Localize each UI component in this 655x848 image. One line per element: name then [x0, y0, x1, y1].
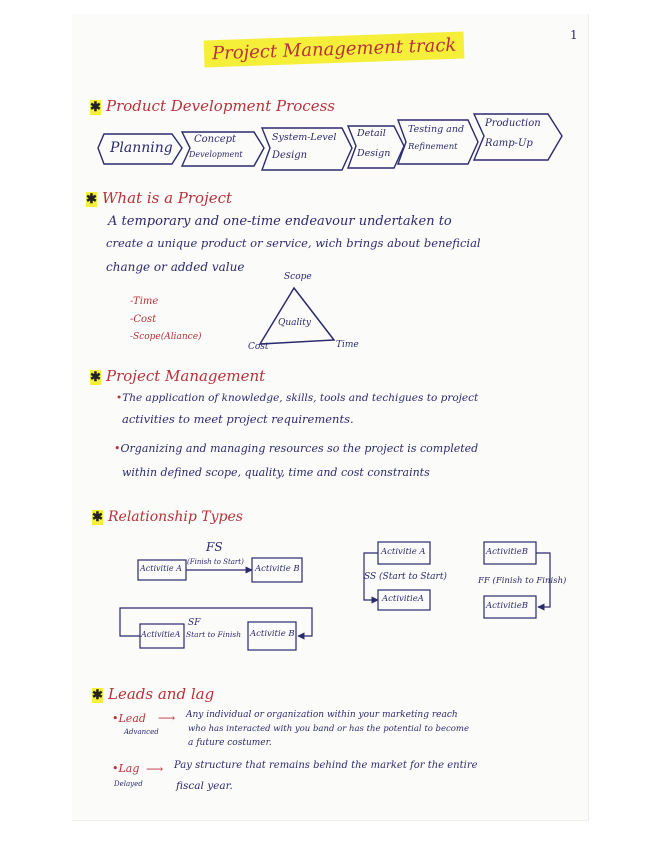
triangle-label-quality: Quality	[278, 318, 311, 328]
pdp-stage-detail-sub: Design	[357, 148, 391, 159]
ff-relation-label: FF (Finish to Finish)	[478, 576, 567, 586]
section-heading: Leads and lag	[108, 685, 215, 703]
bullet-dot: •	[114, 442, 121, 455]
ss-bottom-label: ActivitieA	[382, 594, 424, 604]
fs-to-label: Activitie B	[255, 564, 300, 574]
pm-bullet-cont: activities to meet project requirements.	[122, 412, 354, 426]
constraint-item: -Scope(Aliance)	[130, 332, 202, 342]
lag-term: •Lag	[112, 762, 140, 775]
sf-title: SF	[188, 618, 201, 628]
pdp-stage-system: System-Level	[272, 132, 337, 143]
fs-title: FS	[206, 540, 223, 554]
bullet-dot: •	[112, 762, 119, 775]
section-heading: Project Management	[106, 367, 266, 385]
page-title: Project Management track	[204, 31, 465, 67]
page-number: 1	[570, 28, 578, 42]
triangle-label-cost: Cost	[248, 342, 269, 352]
pdp-stage-production-sub: Ramp-Up	[485, 138, 533, 149]
lag-sub: Delayed	[114, 780, 143, 788]
pdp-stage-concept: Concept	[194, 134, 237, 145]
constraint-item: -Time	[130, 296, 159, 307]
star-icon: ✱	[92, 688, 103, 703]
fs-from-label: Activitie A	[140, 564, 182, 573]
pdp-stage-testing-sub: Refinement	[408, 142, 458, 152]
pm-bullet: •The application of knowledge, skills, tools and techigues to project	[116, 392, 479, 404]
notebook-page	[72, 14, 589, 821]
pdp-stage-testing: Testing and	[408, 124, 465, 135]
pm-bullet: •Organizing and managing resources so the project is completed	[114, 442, 479, 455]
lead-definition-line: Any individual or organization within your marketing reach	[186, 710, 458, 720]
lead-sub: Advanced	[124, 728, 159, 736]
section-heading: What is a Project	[102, 189, 233, 207]
ss-top-label: Activitie A	[381, 547, 426, 557]
definition-line: A temporary and one-time endeavour undertaken to	[108, 214, 452, 229]
pm-bullet-cont: within defined scope, quality, time and cost constraints	[122, 466, 430, 479]
lead-definition-line: a future costumer.	[188, 738, 272, 748]
constraint-item: -Cost	[130, 314, 157, 325]
section-heading: Relationship Types	[108, 509, 243, 525]
pdp-stage-detail: Detail	[357, 128, 386, 139]
pdp-stage-system-sub: Design	[272, 150, 308, 161]
pdp-stage-concept-sub: Development	[189, 150, 243, 159]
lag-definition-line: fiscal year.	[176, 780, 233, 792]
lead-term: •Lead	[112, 712, 146, 725]
ff-bottom-label: ActivitieB	[486, 601, 528, 611]
star-icon: ✱	[90, 100, 101, 115]
bullet-dot: •	[116, 392, 123, 404]
star-icon: ✱	[92, 510, 103, 525]
lead-definition-line: who has interacted with you band or has the potential to become	[188, 724, 469, 734]
definition-line: change or added value	[106, 260, 245, 274]
arrow-right-icon: ⟶	[146, 762, 164, 776]
sf-from-label: ActivitieA	[141, 630, 181, 639]
star-icon: ✱	[86, 192, 97, 207]
arrow-right-icon: ⟶	[158, 711, 176, 725]
star-icon: ✱	[90, 370, 101, 385]
ff-top-label: ActivitieB	[486, 547, 528, 557]
section-heading: Product Development Process	[106, 97, 335, 115]
triangle-label-scope: Scope	[284, 272, 312, 282]
bullet-dot: •	[112, 712, 119, 725]
sf-relation-label: Start to Finish	[186, 630, 242, 639]
fs-relation-label: (Finish to Start)	[187, 558, 244, 566]
triangle-label-time: Time	[336, 340, 359, 350]
lag-definition-line: Pay structure that remains behind the market for the entire	[174, 760, 478, 771]
sf-to-label: Activitie B	[250, 629, 295, 639]
pdp-stage-production: Production	[485, 118, 541, 129]
pdp-stage-planning: Planning	[110, 140, 173, 156]
definition-line: create a unique product or service, wich brings about beneficial	[106, 236, 481, 250]
ss-relation-label: SS (Start to Start)	[364, 572, 447, 582]
leads-heading-row	[92, 684, 214, 703]
